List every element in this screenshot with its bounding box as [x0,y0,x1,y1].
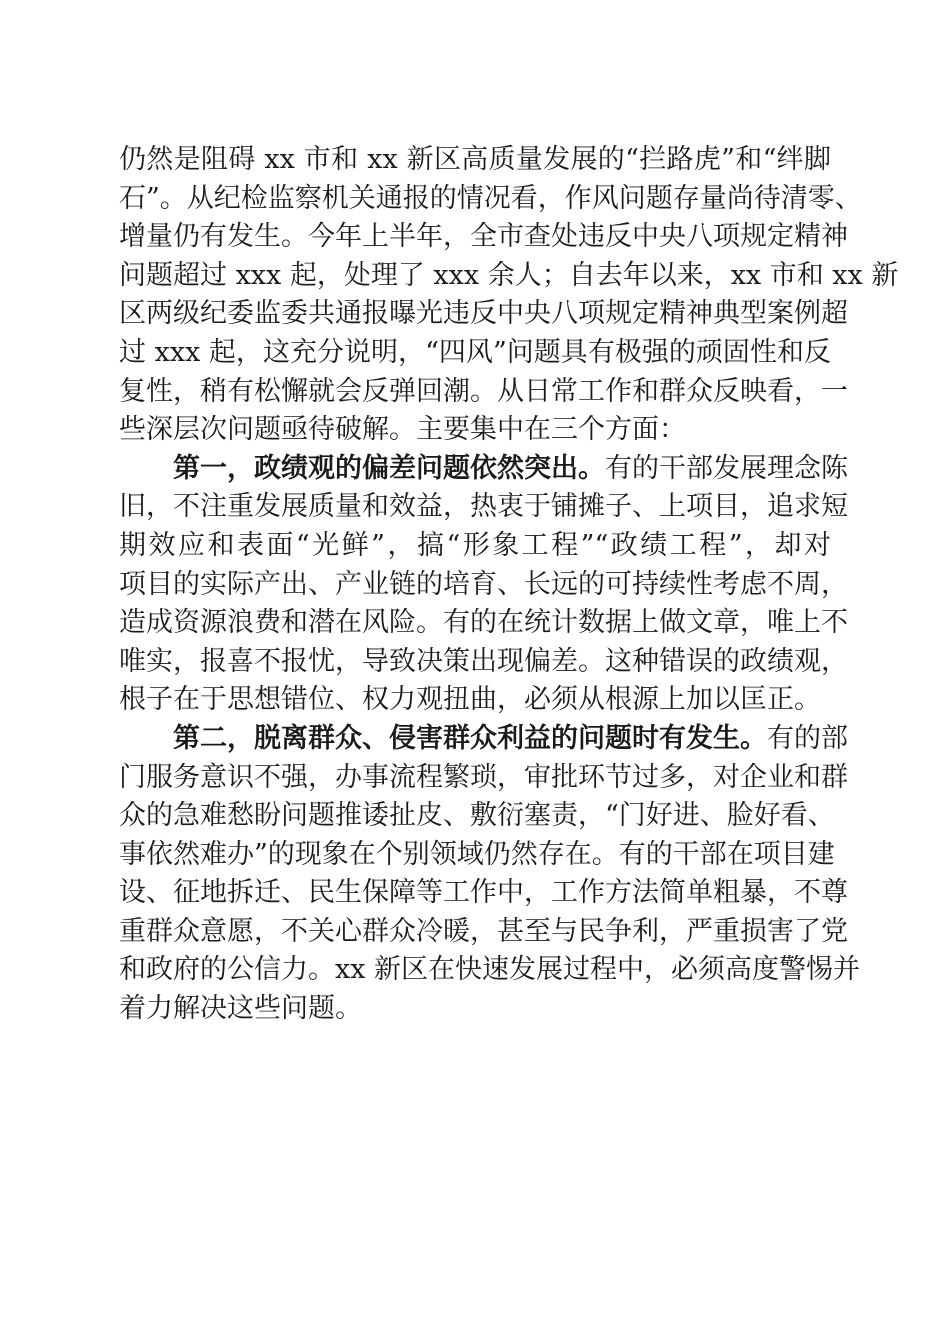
body-text-segment: 项目的实际产出、产业链的培育、长远的可持续性考虑不周， [119,568,848,600]
body-text-segment: 问题超过 xxx 起，处理了 xxx 余人；自去年以来，xx 市和 xx 新 [119,259,899,291]
body-text-segment: 复性，稍有松懈就会反弹回潮。从日常工作和群众反映看，一 [119,375,848,407]
bold-heading-text: 第一，政绩观的偏差问题依然突出。 [173,452,605,484]
body-text-segment: 着力解决这些问题。 [119,993,362,1025]
body-text-segment: 唯实，报喜不报忧，导致决策出现偏差。这种错误的政绩观， [119,645,848,677]
body-text-segment: 期效应和表面“光鲜”，搞“形象工程”“政绩工程”，却对 [119,529,831,561]
text-line [119,913,848,952]
paragraph-p1 [119,141,899,450]
text-line [119,373,848,412]
body-text-segment: 旧，不注重发展质量和效益，热衷于铺摊子、上项目，追求短 [119,491,848,523]
body-text-segment: 仍然是阻碍 xx 市和 xx 新区高质量发展的“拦路虎”和“绊脚 [119,144,831,175]
text-line [119,450,848,489]
text-line [119,488,848,527]
text-line [119,566,848,605]
paragraph-p2 [119,450,848,720]
text-line [119,643,848,682]
text-line [119,334,831,373]
body-text-segment: 造成资源浪费和潜在风险。有的在统计数据上做文章，唯上不 [119,607,848,639]
body-text-segment: 区两级纪委监委共通报曝光违反中央八项规定精神典型案例超 [119,298,848,330]
body-text-segment: 增量仍有发生。今年上半年，全市查处违反中央八项规定精神 [119,221,848,253]
text-line [119,951,861,990]
text-line [119,180,862,219]
body-text-segment: 石”。从纪检监察机关通报的情况看，作风问题存量尚待清零、 [119,182,862,214]
text-line [119,257,899,296]
text-line [119,720,848,759]
body-text-segment: 过 xxx 起，这充分说明，“四风”问题具有极强的顽固性和反 [119,336,831,368]
body-text-segment: 事依然难办”的现象在个别领域仍然存在。有的干部在项目建 [119,838,835,870]
paragraph-p3 [119,720,861,1029]
body-text-segment: 设、征地拆迁、民生保障等工作中，工作方法简单粗暴，不尊 [119,877,848,909]
text-line [119,759,848,798]
bold-heading-text: 第二，脱离群众、侵害群众利益的问题时有发生。 [173,722,767,754]
body-text-segment: 众的急难愁盼问题推诿扯皮、敷衍塞责，“门好进、脸好看、 [119,800,835,832]
text-line [119,295,848,334]
body-text-segment: 些深层次问题亟待破解。主要集中在三个方面： [119,414,686,446]
body-text-segment: 有的部 [767,722,848,754]
body-text-segment: 有的干部发展理念陈 [605,452,848,484]
text-line [119,604,848,643]
text-line [119,797,835,836]
body-text-segment: 重群众意愿，不关心群众冷暖，甚至与民争利，严重损害了党 [119,915,848,947]
body-text-segment: 根子在于思想错位、权力观扭曲，必须从根源上加以匡正。 [119,684,821,716]
text-line [119,527,831,566]
text-line [119,681,831,720]
text-line [119,836,835,875]
body-text-segment: 和政府的公信力。xx 新区在快速发展过程中，必须高度警惕并 [119,954,861,986]
body-text [119,141,899,1029]
body-text-segment: 门服务意识不强，办事流程繁琐，审批环节过多，对企业和群 [119,761,848,793]
text-line [119,218,848,257]
text-line [119,874,848,913]
text-line [119,990,831,1029]
text-line [119,411,831,450]
text-line [119,141,831,180]
